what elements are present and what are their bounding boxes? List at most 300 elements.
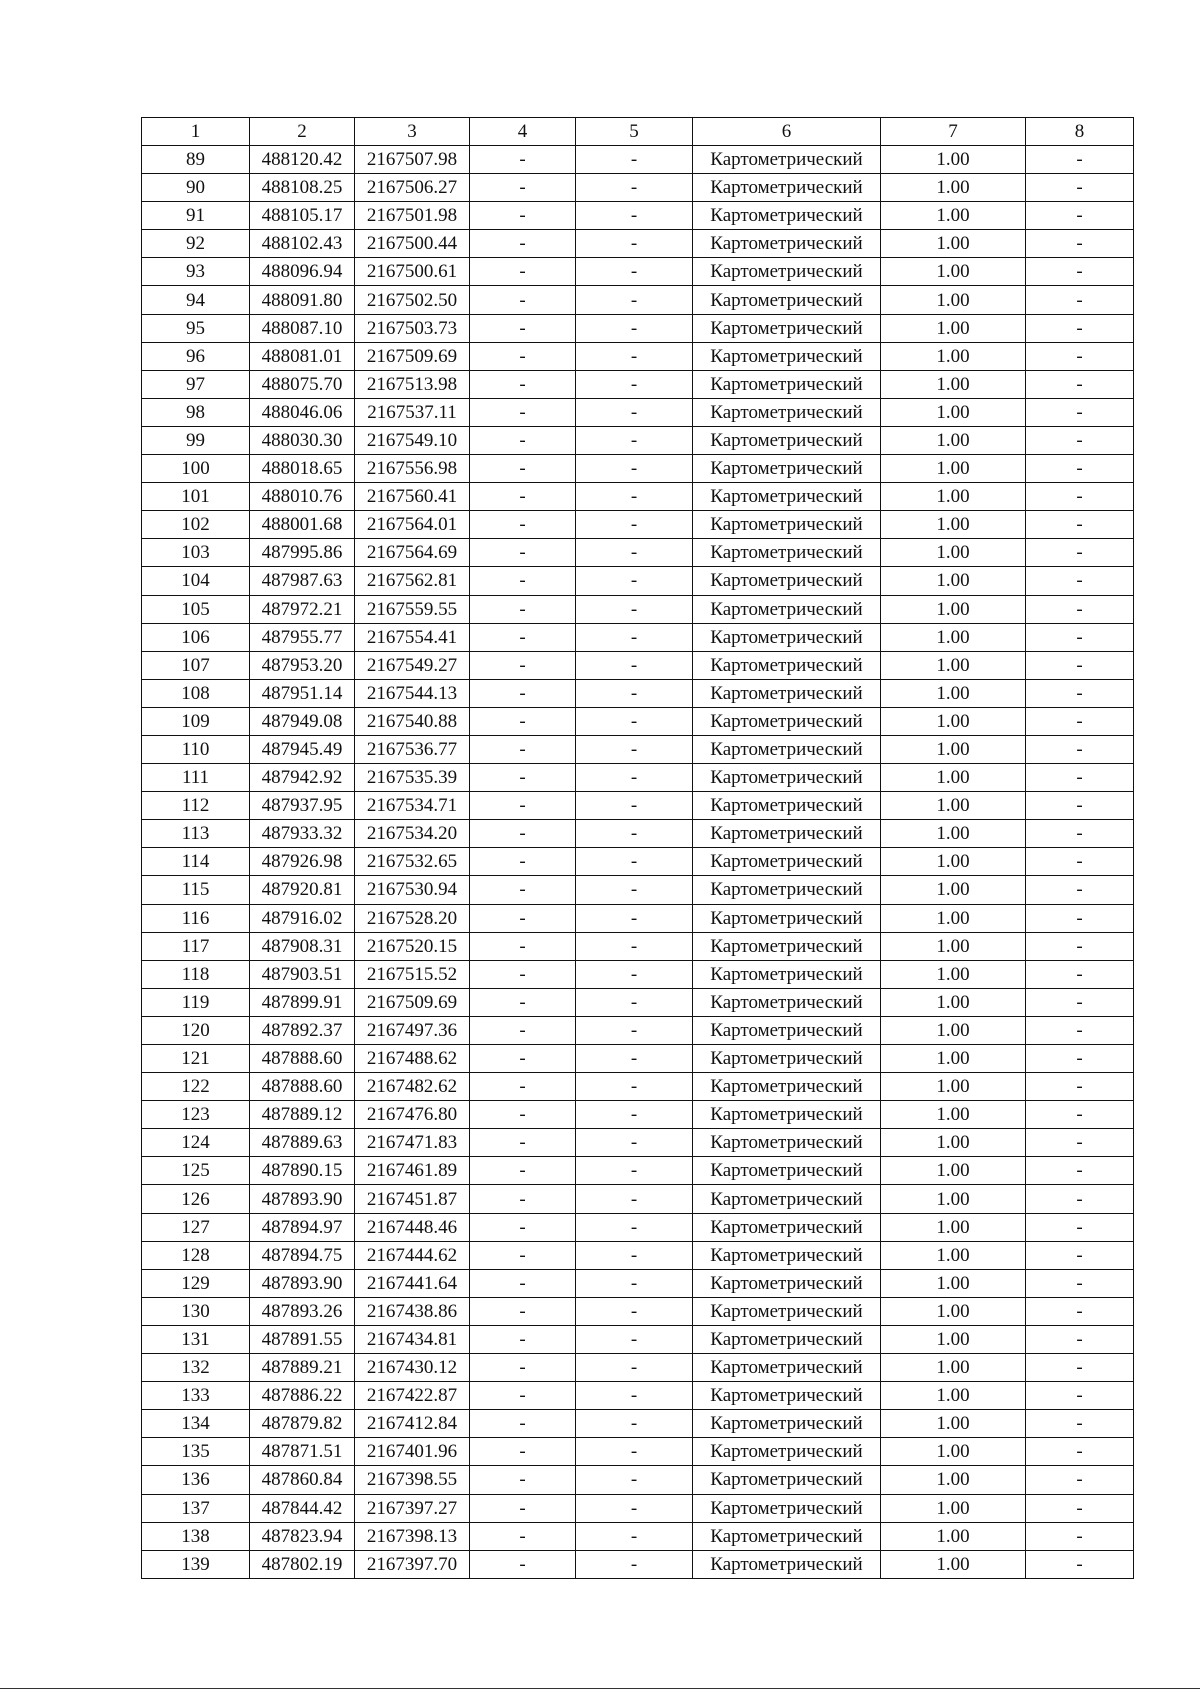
y-coordinate-cell: 2167564.69 — [355, 539, 470, 567]
col5-cell: - — [576, 904, 693, 932]
x-coordinate-cell: 488120.42 — [250, 146, 355, 174]
col8-cell: - — [1026, 483, 1134, 511]
x-coordinate-cell: 488081.01 — [250, 342, 355, 370]
table-row — [142, 960, 1134, 988]
method-cell: Картометрический — [693, 1522, 881, 1550]
table-row — [142, 1045, 1134, 1073]
point-number-cell: 105 — [142, 595, 250, 623]
y-coordinate-cell: 2167544.13 — [355, 679, 470, 707]
accuracy-cell: 1.00 — [881, 595, 1026, 623]
table-row — [142, 1016, 1134, 1044]
method-cell: Картометрический — [693, 286, 881, 314]
col8-cell: - — [1026, 1185, 1134, 1213]
point-number-cell: 108 — [142, 679, 250, 707]
col4-cell: - — [470, 398, 576, 426]
y-coordinate-cell: 2167397.70 — [355, 1550, 470, 1578]
col4-cell: - — [470, 904, 576, 932]
col8-cell: - — [1026, 146, 1134, 174]
table-row — [142, 1129, 1134, 1157]
x-coordinate-cell: 488087.10 — [250, 314, 355, 342]
y-coordinate-cell: 2167500.44 — [355, 230, 470, 258]
accuracy-cell: 1.00 — [881, 258, 1026, 286]
col5-cell: - — [576, 567, 693, 595]
x-coordinate-cell: 487916.02 — [250, 904, 355, 932]
col8-cell: - — [1026, 1382, 1134, 1410]
table-row — [142, 174, 1134, 202]
col8-cell: - — [1026, 651, 1134, 679]
col4-cell: - — [470, 1382, 576, 1410]
col5-cell: - — [576, 623, 693, 651]
point-number-cell: 125 — [142, 1157, 250, 1185]
col5-cell: - — [576, 735, 693, 763]
table-row — [142, 1410, 1134, 1438]
accuracy-cell: 1.00 — [881, 1269, 1026, 1297]
x-coordinate-cell: 487889.63 — [250, 1129, 355, 1157]
col4-cell: - — [470, 286, 576, 314]
col5-cell: - — [576, 1550, 693, 1578]
method-cell: Картометрический — [693, 876, 881, 904]
col4-cell: - — [470, 1129, 576, 1157]
col8-cell: - — [1026, 595, 1134, 623]
x-coordinate-cell: 487886.22 — [250, 1382, 355, 1410]
y-coordinate-cell: 2167549.27 — [355, 651, 470, 679]
y-coordinate-cell: 2167500.61 — [355, 258, 470, 286]
col5-cell: - — [576, 342, 693, 370]
point-number-cell: 123 — [142, 1101, 250, 1129]
method-cell: Картометрический — [693, 932, 881, 960]
point-number-cell: 90 — [142, 174, 250, 202]
col8-cell: - — [1026, 1157, 1134, 1185]
x-coordinate-cell: 487953.20 — [250, 651, 355, 679]
method-cell: Картометрический — [693, 398, 881, 426]
col4-cell: - — [470, 595, 576, 623]
x-coordinate-cell: 487860.84 — [250, 1466, 355, 1494]
header-col-4: 4 — [470, 118, 576, 146]
table-row — [142, 1185, 1134, 1213]
table-row — [142, 932, 1134, 960]
y-coordinate-cell: 2167537.11 — [355, 398, 470, 426]
accuracy-cell: 1.00 — [881, 146, 1026, 174]
col8-cell: - — [1026, 1213, 1134, 1241]
accuracy-cell: 1.00 — [881, 904, 1026, 932]
col4-cell: - — [470, 174, 576, 202]
x-coordinate-cell: 487894.75 — [250, 1241, 355, 1269]
point-number-cell: 92 — [142, 230, 250, 258]
accuracy-cell: 1.00 — [881, 174, 1026, 202]
point-number-cell: 103 — [142, 539, 250, 567]
x-coordinate-cell: 487888.60 — [250, 1073, 355, 1101]
col5-cell: - — [576, 679, 693, 707]
col8-cell: - — [1026, 286, 1134, 314]
accuracy-cell: 1.00 — [881, 623, 1026, 651]
method-cell: Картометрический — [693, 567, 881, 595]
col8-cell: - — [1026, 1522, 1134, 1550]
y-coordinate-cell: 2167448.46 — [355, 1213, 470, 1241]
method-cell: Картометрический — [693, 904, 881, 932]
accuracy-cell: 1.00 — [881, 1466, 1026, 1494]
col4-cell: - — [470, 1101, 576, 1129]
accuracy-cell: 1.00 — [881, 483, 1026, 511]
table-row — [142, 623, 1134, 651]
method-cell: Картометрический — [693, 988, 881, 1016]
y-coordinate-cell: 2167554.41 — [355, 623, 470, 651]
point-number-cell: 113 — [142, 820, 250, 848]
y-coordinate-cell: 2167438.86 — [355, 1297, 470, 1325]
method-cell: Картометрический — [693, 679, 881, 707]
y-coordinate-cell: 2167451.87 — [355, 1185, 470, 1213]
x-coordinate-cell: 487888.60 — [250, 1045, 355, 1073]
accuracy-cell: 1.00 — [881, 286, 1026, 314]
accuracy-cell: 1.00 — [881, 1410, 1026, 1438]
col5-cell: - — [576, 932, 693, 960]
header-col-8: 8 — [1026, 118, 1134, 146]
table-header-row — [142, 118, 1134, 146]
point-number-cell: 106 — [142, 623, 250, 651]
y-coordinate-cell: 2167506.27 — [355, 174, 470, 202]
y-coordinate-cell: 2167562.81 — [355, 567, 470, 595]
table-row — [142, 398, 1134, 426]
col4-cell: - — [470, 1157, 576, 1185]
x-coordinate-cell: 487899.91 — [250, 988, 355, 1016]
x-coordinate-cell: 487894.97 — [250, 1213, 355, 1241]
col5-cell: - — [576, 651, 693, 679]
accuracy-cell: 1.00 — [881, 1382, 1026, 1410]
col4-cell: - — [470, 848, 576, 876]
col5-cell: - — [576, 483, 693, 511]
accuracy-cell: 1.00 — [881, 1157, 1026, 1185]
col8-cell: - — [1026, 1494, 1134, 1522]
accuracy-cell: 1.00 — [881, 1241, 1026, 1269]
col8-cell: - — [1026, 398, 1134, 426]
accuracy-cell: 1.00 — [881, 230, 1026, 258]
y-coordinate-cell: 2167536.77 — [355, 735, 470, 763]
col8-cell: - — [1026, 848, 1134, 876]
accuracy-cell: 1.00 — [881, 1550, 1026, 1578]
col5-cell: - — [576, 426, 693, 454]
method-cell: Картометрический — [693, 1466, 881, 1494]
accuracy-cell: 1.00 — [881, 202, 1026, 230]
method-cell: Картометрический — [693, 1157, 881, 1185]
col8-cell: - — [1026, 1073, 1134, 1101]
accuracy-cell: 1.00 — [881, 707, 1026, 735]
col4-cell: - — [470, 1045, 576, 1073]
accuracy-cell: 1.00 — [881, 1297, 1026, 1325]
method-cell: Картометрический — [693, 792, 881, 820]
point-number-cell: 137 — [142, 1494, 250, 1522]
point-number-cell: 97 — [142, 370, 250, 398]
point-number-cell: 95 — [142, 314, 250, 342]
point-number-cell: 130 — [142, 1297, 250, 1325]
col4-cell: - — [470, 623, 576, 651]
point-number-cell: 98 — [142, 398, 250, 426]
y-coordinate-cell: 2167488.62 — [355, 1045, 470, 1073]
table-row — [142, 1522, 1134, 1550]
col4-cell: - — [470, 1269, 576, 1297]
y-coordinate-cell: 2167497.36 — [355, 1016, 470, 1044]
x-coordinate-cell: 487972.21 — [250, 595, 355, 623]
method-cell: Картометрический — [693, 174, 881, 202]
point-number-cell: 126 — [142, 1185, 250, 1213]
point-number-cell: 134 — [142, 1410, 250, 1438]
accuracy-cell: 1.00 — [881, 932, 1026, 960]
x-coordinate-cell: 487908.31 — [250, 932, 355, 960]
col8-cell: - — [1026, 1016, 1134, 1044]
table-row — [142, 146, 1134, 174]
point-number-cell: 110 — [142, 735, 250, 763]
y-coordinate-cell: 2167509.69 — [355, 342, 470, 370]
header-col-5: 5 — [576, 118, 693, 146]
method-cell: Картометрический — [693, 1382, 881, 1410]
x-coordinate-cell: 487995.86 — [250, 539, 355, 567]
col5-cell: - — [576, 1382, 693, 1410]
point-number-cell: 118 — [142, 960, 250, 988]
col5-cell: - — [576, 595, 693, 623]
x-coordinate-cell: 487893.90 — [250, 1185, 355, 1213]
table-row — [142, 707, 1134, 735]
col5-cell: - — [576, 286, 693, 314]
accuracy-cell: 1.00 — [881, 455, 1026, 483]
col4-cell: - — [470, 1185, 576, 1213]
method-cell: Картометрический — [693, 314, 881, 342]
col5-cell: - — [576, 1438, 693, 1466]
point-number-cell: 89 — [142, 146, 250, 174]
col8-cell: - — [1026, 1241, 1134, 1269]
col4-cell: - — [470, 960, 576, 988]
method-cell: Картометрический — [693, 1073, 881, 1101]
point-number-cell: 94 — [142, 286, 250, 314]
x-coordinate-cell: 487889.12 — [250, 1101, 355, 1129]
x-coordinate-cell: 487955.77 — [250, 623, 355, 651]
y-coordinate-cell: 2167515.52 — [355, 960, 470, 988]
col4-cell: - — [470, 764, 576, 792]
method-cell: Картометрический — [693, 820, 881, 848]
table-row — [142, 820, 1134, 848]
col4-cell: - — [470, 735, 576, 763]
table-row — [142, 904, 1134, 932]
y-coordinate-cell: 2167476.80 — [355, 1101, 470, 1129]
accuracy-cell: 1.00 — [881, 1101, 1026, 1129]
accuracy-cell: 1.00 — [881, 848, 1026, 876]
accuracy-cell: 1.00 — [881, 370, 1026, 398]
col5-cell: - — [576, 960, 693, 988]
x-coordinate-cell: 488010.76 — [250, 483, 355, 511]
accuracy-cell: 1.00 — [881, 426, 1026, 454]
x-coordinate-cell: 488018.65 — [250, 455, 355, 483]
col5-cell: - — [576, 988, 693, 1016]
point-number-cell: 128 — [142, 1241, 250, 1269]
x-coordinate-cell: 488046.06 — [250, 398, 355, 426]
col4-cell: - — [470, 932, 576, 960]
y-coordinate-cell: 2167503.73 — [355, 314, 470, 342]
col8-cell: - — [1026, 988, 1134, 1016]
point-number-cell: 114 — [142, 848, 250, 876]
col8-cell: - — [1026, 1325, 1134, 1353]
accuracy-cell: 1.00 — [881, 398, 1026, 426]
y-coordinate-cell: 2167540.88 — [355, 707, 470, 735]
point-number-cell: 117 — [142, 932, 250, 960]
x-coordinate-cell: 487987.63 — [250, 567, 355, 595]
x-coordinate-cell: 487937.95 — [250, 792, 355, 820]
col4-cell: - — [470, 511, 576, 539]
table-row — [142, 1382, 1134, 1410]
accuracy-cell: 1.00 — [881, 1073, 1026, 1101]
col8-cell: - — [1026, 174, 1134, 202]
point-number-cell: 133 — [142, 1382, 250, 1410]
col4-cell: - — [470, 230, 576, 258]
col5-cell: - — [576, 1494, 693, 1522]
col4-cell: - — [470, 1325, 576, 1353]
method-cell: Картометрический — [693, 1410, 881, 1438]
point-number-cell: 139 — [142, 1550, 250, 1578]
point-number-cell: 100 — [142, 455, 250, 483]
col4-cell: - — [470, 1297, 576, 1325]
col5-cell: - — [576, 876, 693, 904]
point-number-cell: 138 — [142, 1522, 250, 1550]
x-coordinate-cell: 488108.25 — [250, 174, 355, 202]
col4-cell: - — [470, 146, 576, 174]
y-coordinate-cell: 2167520.15 — [355, 932, 470, 960]
y-coordinate-cell: 2167559.55 — [355, 595, 470, 623]
method-cell: Картометрический — [693, 539, 881, 567]
accuracy-cell: 1.00 — [881, 1438, 1026, 1466]
x-coordinate-cell: 488030.30 — [250, 426, 355, 454]
x-coordinate-cell: 487893.26 — [250, 1297, 355, 1325]
method-cell: Картометрический — [693, 146, 881, 174]
x-coordinate-cell: 487949.08 — [250, 707, 355, 735]
accuracy-cell: 1.00 — [881, 820, 1026, 848]
y-coordinate-cell: 2167560.41 — [355, 483, 470, 511]
col5-cell: - — [576, 1410, 693, 1438]
point-number-cell: 122 — [142, 1073, 250, 1101]
method-cell: Картометрический — [693, 230, 881, 258]
method-cell: Картометрический — [693, 1101, 881, 1129]
col5-cell: - — [576, 511, 693, 539]
point-number-cell: 101 — [142, 483, 250, 511]
col5-cell: - — [576, 146, 693, 174]
x-coordinate-cell: 487893.90 — [250, 1269, 355, 1297]
col5-cell: - — [576, 792, 693, 820]
y-coordinate-cell: 2167434.81 — [355, 1325, 470, 1353]
point-number-cell: 120 — [142, 1016, 250, 1044]
point-number-cell: 115 — [142, 876, 250, 904]
table-row — [142, 1297, 1134, 1325]
col4-cell: - — [470, 1354, 576, 1382]
method-cell: Картометрический — [693, 1213, 881, 1241]
table-row — [142, 1354, 1134, 1382]
table-row — [142, 1157, 1134, 1185]
col5-cell: - — [576, 398, 693, 426]
col5-cell: - — [576, 539, 693, 567]
col4-cell: - — [470, 1073, 576, 1101]
point-number-cell: 132 — [142, 1354, 250, 1382]
col5-cell: - — [576, 1101, 693, 1129]
method-cell: Картометрический — [693, 1325, 881, 1353]
accuracy-cell: 1.00 — [881, 1045, 1026, 1073]
accuracy-cell: 1.00 — [881, 1213, 1026, 1241]
col8-cell: - — [1026, 764, 1134, 792]
col5-cell: - — [576, 202, 693, 230]
point-number-cell: 135 — [142, 1438, 250, 1466]
col5-cell: - — [576, 1016, 693, 1044]
accuracy-cell: 1.00 — [881, 1325, 1026, 1353]
header-col-6: 6 — [693, 118, 881, 146]
col8-cell: - — [1026, 1354, 1134, 1382]
x-coordinate-cell: 488102.43 — [250, 230, 355, 258]
table-row — [142, 792, 1134, 820]
col8-cell: - — [1026, 1101, 1134, 1129]
col5-cell: - — [576, 370, 693, 398]
col4-cell: - — [470, 314, 576, 342]
y-coordinate-cell: 2167441.64 — [355, 1269, 470, 1297]
accuracy-cell: 1.00 — [881, 988, 1026, 1016]
table-row — [142, 876, 1134, 904]
col8-cell: - — [1026, 202, 1134, 230]
col8-cell: - — [1026, 960, 1134, 988]
col4-cell: - — [470, 1241, 576, 1269]
method-cell: Картометрический — [693, 707, 881, 735]
table-row — [142, 230, 1134, 258]
col5-cell: - — [576, 764, 693, 792]
col8-cell: - — [1026, 426, 1134, 454]
header-col-2: 2 — [250, 118, 355, 146]
table-row — [142, 1213, 1134, 1241]
col5-cell: - — [576, 1522, 693, 1550]
method-cell: Картометрический — [693, 1129, 881, 1157]
x-coordinate-cell: 487844.42 — [250, 1494, 355, 1522]
table-row — [142, 426, 1134, 454]
table-row — [142, 988, 1134, 1016]
accuracy-cell: 1.00 — [881, 679, 1026, 707]
y-coordinate-cell: 2167461.89 — [355, 1157, 470, 1185]
col4-cell: - — [470, 651, 576, 679]
col4-cell: - — [470, 679, 576, 707]
method-cell: Картометрический — [693, 1185, 881, 1213]
col8-cell: - — [1026, 342, 1134, 370]
col4-cell: - — [470, 258, 576, 286]
y-coordinate-cell: 2167530.94 — [355, 876, 470, 904]
accuracy-cell: 1.00 — [881, 567, 1026, 595]
method-cell: Картометрический — [693, 202, 881, 230]
point-number-cell: 119 — [142, 988, 250, 1016]
col4-cell: - — [470, 539, 576, 567]
col5-cell: - — [576, 820, 693, 848]
table-row — [142, 286, 1134, 314]
col8-cell: - — [1026, 455, 1134, 483]
col8-cell: - — [1026, 932, 1134, 960]
col5-cell: - — [576, 1466, 693, 1494]
table-row — [142, 258, 1134, 286]
y-coordinate-cell: 2167513.98 — [355, 370, 470, 398]
x-coordinate-cell: 487933.32 — [250, 820, 355, 848]
x-coordinate-cell: 487942.92 — [250, 764, 355, 792]
table-row — [142, 1550, 1134, 1578]
accuracy-cell: 1.00 — [881, 651, 1026, 679]
col5-cell: - — [576, 848, 693, 876]
point-number-cell: 99 — [142, 426, 250, 454]
method-cell: Картометрический — [693, 342, 881, 370]
table-row — [142, 370, 1134, 398]
accuracy-cell: 1.00 — [881, 960, 1026, 988]
point-number-cell: 124 — [142, 1129, 250, 1157]
col8-cell: - — [1026, 511, 1134, 539]
col5-cell: - — [576, 1129, 693, 1157]
point-number-cell: 121 — [142, 1045, 250, 1073]
y-coordinate-cell: 2167412.84 — [355, 1410, 470, 1438]
col8-cell: - — [1026, 904, 1134, 932]
method-cell: Картометрический — [693, 483, 881, 511]
method-cell: Картометрический — [693, 1494, 881, 1522]
method-cell: Картометрический — [693, 1269, 881, 1297]
